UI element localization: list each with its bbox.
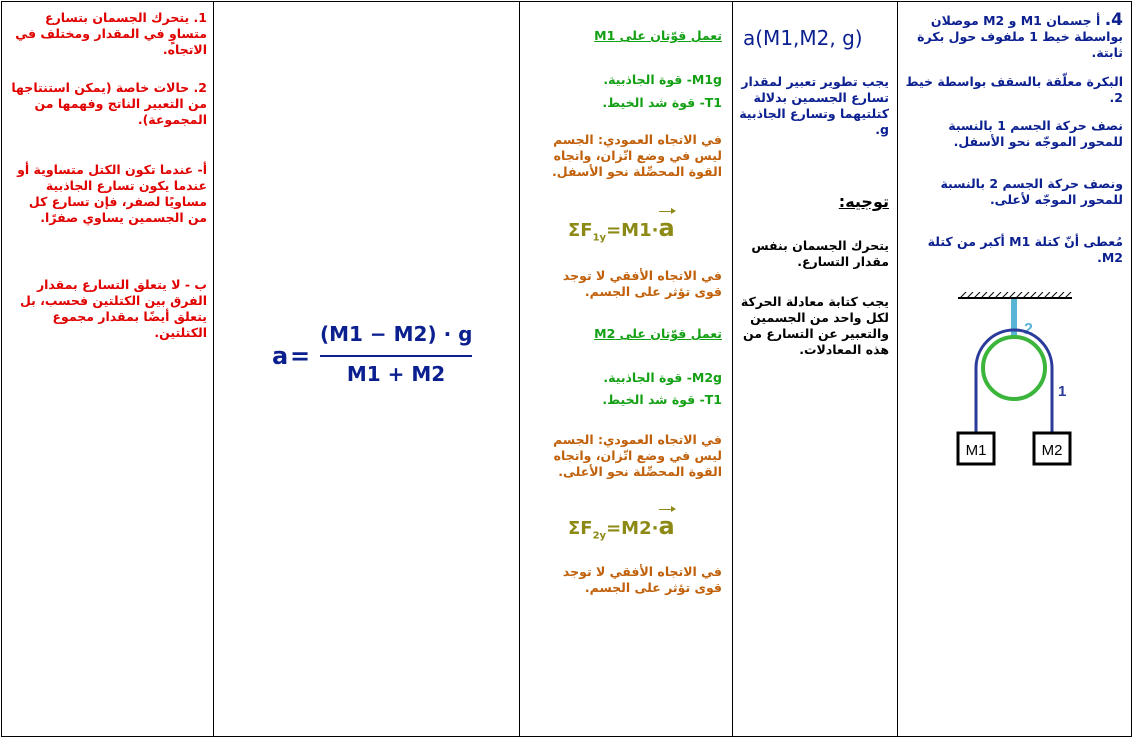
rope-2-label: 2: [1024, 321, 1033, 338]
m1-eq-sub: 1y: [592, 232, 607, 244]
m2-horizontal-text: في الاتجاه الأفقي لا توجد قوى تؤثر على الجسم.: [562, 564, 722, 595]
m2-eq-sub: 2y: [592, 530, 607, 542]
problem-pulley: البكرة معلّقة بالسقف بواسطة خيط 2.: [905, 74, 1123, 105]
rope-1-label: 1: [1058, 383, 1067, 400]
conclusion-1: 1. يتحرك الجسمان بتسارع متساوٍ في المقدار ومختلف في الاتجاه.: [15, 10, 207, 57]
m2-vertical-text: في الاتجاه العمودي: الجسم ليس في وضع اتّزان، واتجاه القوة المحصِّلة نحو الأعلى.: [553, 432, 722, 479]
guidance-title: توجيه:: [838, 192, 889, 211]
m2-equation: [568, 512, 675, 542]
pulley: [983, 337, 1045, 399]
m1-forces-title: تعمل قوّتان على M1: [594, 28, 722, 43]
m2-eq-acceleration: a: [658, 512, 675, 540]
conclusion-2: 2. حالات خاصة (يمكن استنتاجها من التعبير الناتج وفهمها من المجموعة).: [11, 80, 207, 127]
ceiling: [958, 292, 1072, 298]
guidance-same-acceleration: يتحرك الجسمان بنفس مقدار التسارع.: [751, 238, 889, 269]
formula-equals: =: [290, 342, 311, 370]
m1-eq-acceleration: a: [658, 214, 675, 242]
m1-eq-sum: ΣF: [568, 220, 593, 241]
formula-numerator: (M1 − M2) · g: [320, 322, 473, 346]
problem-given: مُعطى أنّ كتلة M1 أكبر من كتلة M2.: [927, 234, 1123, 265]
task-cell: [733, 2, 898, 737]
problem-body1: نصف حركة الجسم 1 بالنسبة للمحور الموجّه نحو الأسفل.: [948, 118, 1123, 149]
conclusions-cell: [2, 2, 214, 737]
mass-m2-label: M2: [1041, 442, 1063, 459]
mass-m1-label: M1: [965, 442, 987, 459]
m2-tension: T1- قوة شد الخيط.: [602, 392, 722, 407]
m1-eq-rhs: =M1·: [606, 220, 659, 241]
problem-intro: [904, 12, 1123, 61]
m1-gravity: M1g- قوة الجاذبية.: [603, 72, 722, 87]
forces-cell: [520, 2, 733, 737]
formula-cell: [214, 2, 520, 737]
m2-gravity: M2g- قوة الجاذبية.: [603, 370, 722, 385]
guidance-equations: يجب كتابة معادلة الحركة لكل واحد من الجسمين والتعبير عن التسارع من هذه المعادلات.: [740, 294, 889, 357]
m1-horizontal-text: في الاتجاه الأفقي لا توجد قوى تؤثر على الجسم.: [562, 268, 722, 299]
fraction-bar: [320, 355, 472, 357]
m2-eq-rhs: =M2·: [606, 518, 659, 539]
m2-eq-sum: ΣF: [568, 518, 593, 539]
m1-equation: [568, 214, 675, 244]
problem-intro-text: أ جسمان M1 و M2 موصلان بواسطة خيط 1 ملفوف حول بكرة ثابتة.: [917, 13, 1123, 60]
special-case-a: أ- عندما تكون الكتل متساوية أو عندما يكون تسارع الجاذبية مساويًا لصفر، فإن تسارع كل من الجسمين يساوي صفرًا.: [17, 162, 207, 225]
acceleration-formula: [272, 320, 472, 400]
formula-denominator: M1 + M2: [346, 362, 446, 386]
task-header: a(M1,M2, g): [743, 26, 863, 50]
problem-cell: [898, 2, 1132, 737]
m2-forces-title: تعمل قوّتان على M2: [594, 326, 722, 341]
m1-tension: T1- قوة شد الخيط.: [602, 95, 722, 110]
atwood-machine-diagram: [950, 292, 1080, 472]
task-text: يجب تطوير تعبير لمقدار تسارع الجسمين بدلالة كتلتيهما وتسارع الجاذبية g.: [739, 74, 889, 137]
content-table: [1, 1, 1132, 737]
m1-vertical-text: في الاتجاه العمودي: الجسم ليس في وضع اتّزان، واتجاه القوة المحصِّلة نحو الأسفل.: [552, 132, 722, 179]
problem-body2: ونصف حركة الجسم 2 بالنسبة للمحور الموجّه لأعلى.: [940, 176, 1123, 207]
formula-lhs: a: [272, 342, 289, 370]
problem-number: 4.: [1104, 10, 1123, 30]
special-case-b: ب - لا يتعلق التسارع بمقدار الفرق بين الكتلتين فحسب، بل يتعلق أيضًا بمقدار مجموع الكتلتين.: [19, 277, 207, 340]
